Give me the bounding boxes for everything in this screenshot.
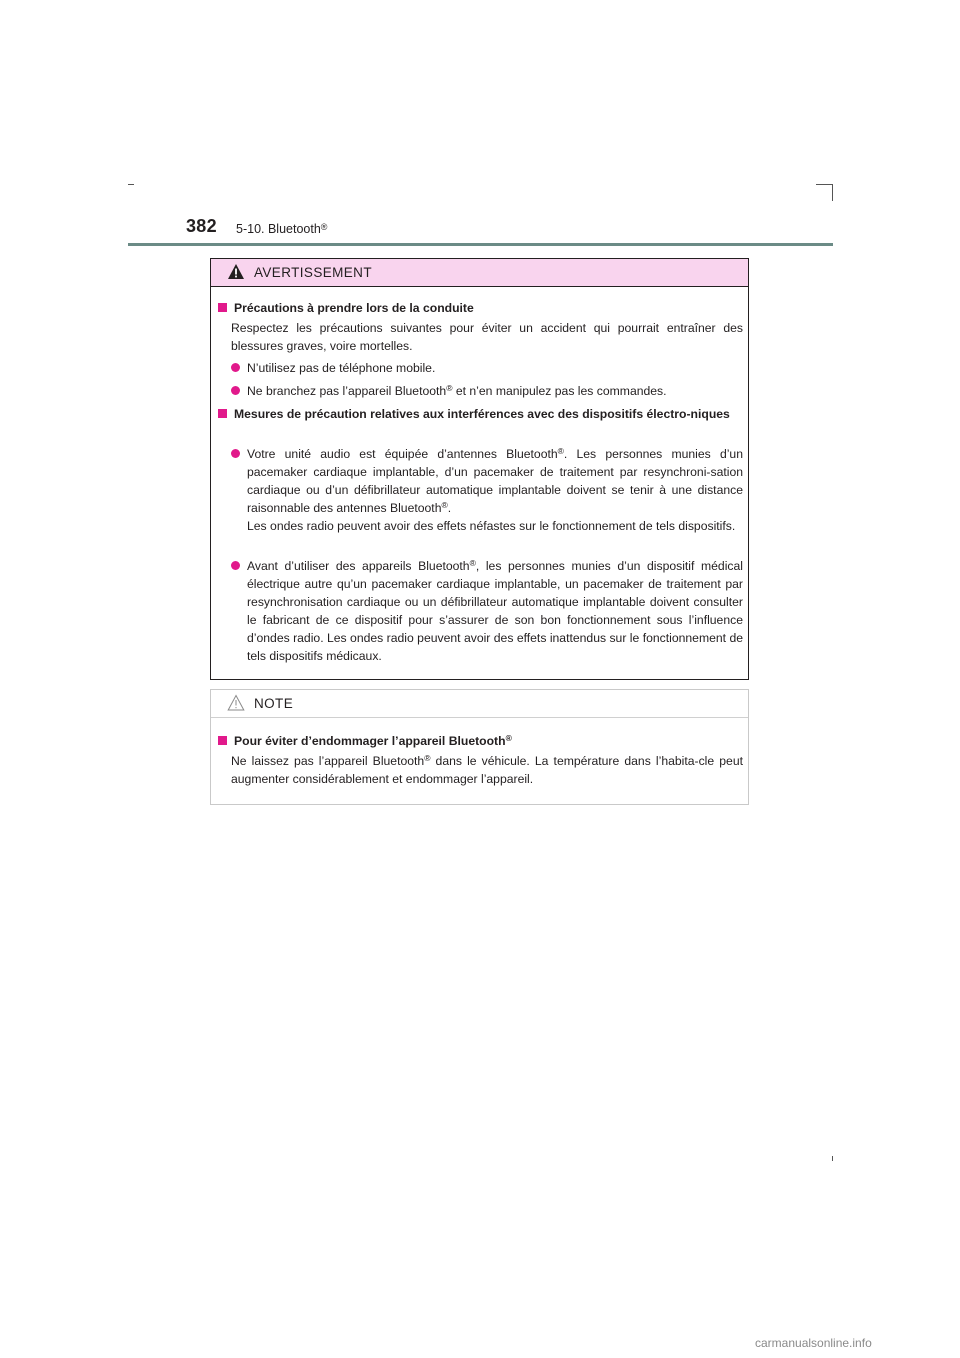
warning-title: AVERTISSEMENT	[254, 265, 372, 280]
bullet-text: N’utilisez pas de téléphone mobile.	[247, 361, 436, 375]
bullet-text-part: Avant d’utiliser des appareils Bluetooth	[247, 559, 470, 573]
square-bullet-icon	[218, 409, 227, 418]
bullet-text	[247, 445, 743, 535]
list-item	[231, 557, 743, 665]
note-title: NOTE	[254, 696, 294, 711]
crop-mark	[832, 184, 833, 201]
registered-mark: ®	[469, 558, 476, 568]
section-title	[236, 222, 327, 236]
square-bullet-icon	[218, 736, 227, 745]
round-bullet-icon	[231, 386, 240, 395]
bullet-text-part: Votre unité audio est équipée d’antennes Bluetooth	[247, 447, 558, 461]
bullet-text-part: . Les personnes munies d’un pacemaker cardiaque implantable, d’un pacemaker de traitement par resynchroni-sation cardiaque ou d’un défibrillateur automatique implantable doivent se tenir à une distance raisonnable des antennes Bluetooth	[247, 447, 743, 515]
watermark: carmanualsonline.info	[755, 1336, 872, 1350]
bullet-text-part: .	[447, 501, 452, 515]
registered-mark: ®	[557, 446, 564, 456]
heading-text: Pour éviter d’endommager l’appareil Bluetooth	[234, 734, 506, 748]
warning-triangle-icon	[227, 263, 245, 280]
section-title-text: 5-10. Bluetooth	[236, 222, 321, 236]
note-text	[231, 752, 743, 788]
warning-heading-driving	[218, 299, 744, 317]
bullet-text-part: Les ondes radio peuvent avoir des effets néfastes sur le fonctionnement de tels dispositifs.	[247, 519, 736, 533]
warning-header	[211, 259, 748, 287]
warning-box	[210, 258, 749, 680]
note-header	[211, 690, 748, 718]
header-rule	[128, 243, 833, 246]
heading-text: Précautions à prendre lors de la conduite	[234, 301, 474, 315]
caution-triangle-icon	[227, 694, 245, 711]
list-item	[231, 359, 743, 377]
warning-heading-interference	[218, 405, 744, 423]
note-heading	[218, 732, 744, 750]
registered-mark: ®	[505, 733, 512, 743]
round-bullet-icon	[231, 449, 240, 458]
list-item	[231, 382, 743, 400]
round-bullet-icon	[231, 363, 240, 372]
round-bullet-icon	[231, 561, 240, 570]
note-box	[210, 689, 749, 805]
heading-text: Mesures de précaution relatives aux interférences avec des dispositifs électro-niques	[234, 407, 730, 421]
warning-intro: Respectez les précautions suivantes pour éviter un accident qui pourrait entraîner des blessures graves, voire mortelles.	[231, 321, 743, 353]
crop-mark	[832, 1156, 833, 1161]
list-item	[231, 445, 743, 535]
bullet-text	[247, 557, 743, 665]
note-text-part: Ne laissez pas l’appareil Bluetooth	[231, 754, 425, 768]
square-bullet-icon	[218, 303, 227, 312]
registered-mark: ®	[320, 222, 328, 232]
registered-mark: ®	[441, 500, 448, 510]
note-text-part: dans le véhicule. La température dans l’habita-cle peut augmenter considérablement et endommager l’appareil.	[231, 754, 743, 786]
crop-mark	[128, 184, 134, 185]
bullet-text	[247, 382, 743, 400]
registered-mark: ®	[424, 753, 431, 763]
page-number: 382	[186, 216, 217, 236]
bullet-text-part: et n’en manipulez pas les commandes.	[452, 384, 667, 398]
registered-mark: ®	[446, 383, 453, 393]
bullet-text-part: Ne branchez pas l’appareil Bluetooth	[247, 384, 447, 398]
crop-mark	[816, 184, 833, 185]
bullet-text-part: , les personnes munies d’un dispositif médical électrique autre qu’un pacemaker cardiaque implantable, un pacemaker de traitement par resynchronisation cardiaque ou un défibrillateur automatique implantable doivent consulter le fabricant de ce dispositif pour s’assurer de son bon fonctionnement sous l’influence d’ondes radio. Les ondes radio peuvent avoir des effets inattendus sur le fonctionnement de tels dispositifs médicaux.	[247, 559, 743, 663]
